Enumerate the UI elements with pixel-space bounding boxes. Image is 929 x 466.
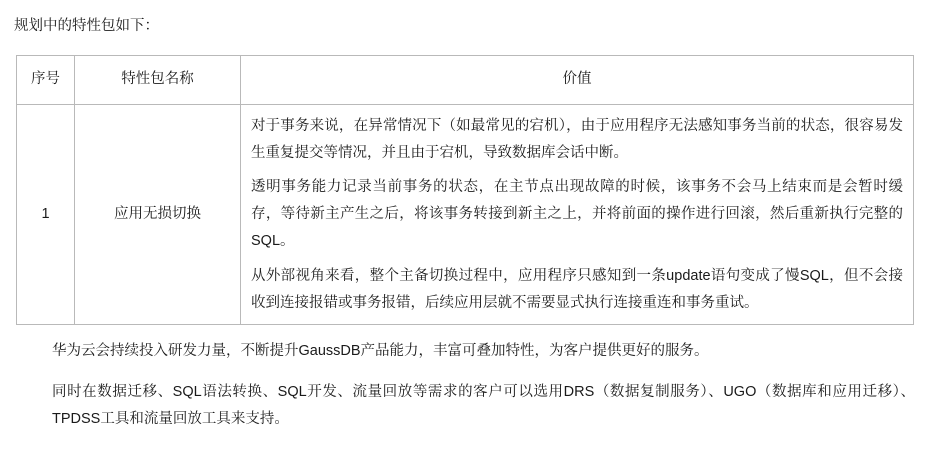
- cell-index: 1: [17, 104, 75, 325]
- table-body: [17, 104, 914, 325]
- body-paragraph-1: 华为云会持续投入研发力量，不断提升GaussDB产品能力，丰富可叠加特性，为客户提供更好的服务。: [52, 343, 709, 360]
- value-paragraph-2: 透明事务能力记录当前事务的状态，在主节点出现故障的时候，该事务不会马上结束而是会暂时缓存，等待新主产生之后，将该事务转接到新主之上，并将前面的操作进行回滚，然后重新执行完整的SQL。: [251, 179, 903, 249]
- body-paragraph-2: 同时在数据迁移、SQL语法转换、SQL开发、流量回放等需求的客户可以选用DRS（数据复制服务）、UGO（数据库和应用迁移）、TPDSS工具和流量回放工具来支持。: [52, 383, 915, 427]
- table-row: [17, 104, 914, 325]
- cell-feature-name: 应用无损切换: [75, 104, 241, 325]
- cell-value: [241, 104, 914, 325]
- feature-package-table: [16, 55, 914, 325]
- table-header-row: [17, 56, 914, 104]
- column-header-value: 价值: [241, 56, 914, 104]
- column-header-index: 序号: [17, 56, 75, 104]
- intro-text: 规划中的特性包如下：: [14, 18, 159, 34]
- table-header: [17, 56, 914, 104]
- value-paragraph-1: 对于事务来说，在异常情况下（如最常见的宕机），由于应用程序无法感知事务当前的状态，很容易发生重复提交等情况，并且由于宕机，导致数据库会话中断。: [251, 117, 903, 161]
- column-header-name: 特性包名称: [75, 56, 241, 104]
- value-paragraph-3: 从外部视角来看，整个主备切换过程中，应用程序只感知到一条update语句变成了慢SQL，但不会接收到连接报错或事务报错，后续应用层就不需要显式执行连接重连和事务重试。: [251, 267, 903, 311]
